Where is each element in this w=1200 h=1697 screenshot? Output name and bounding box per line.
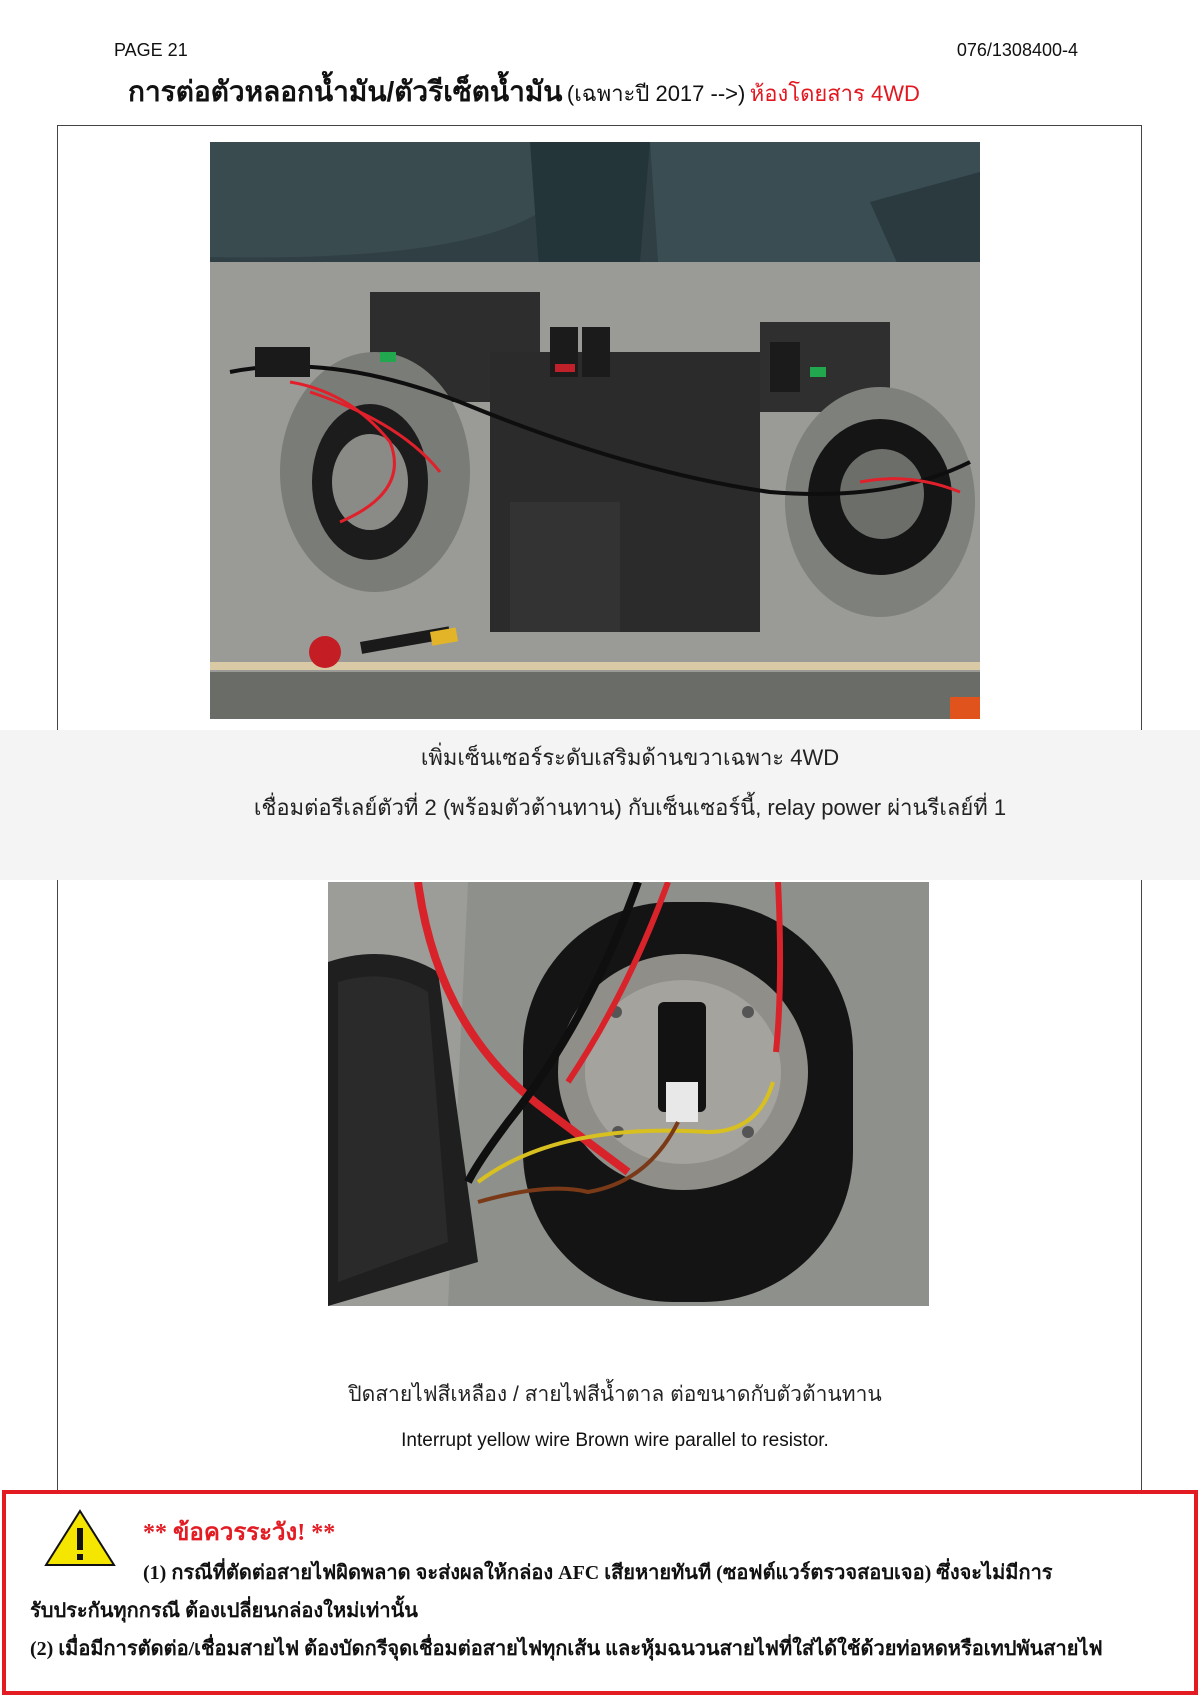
title-highlight: ห้องโดยสาร 4WD [749,81,920,106]
warning-triangle-icon [44,1508,116,1568]
title-main: การต่อตัวหลอกน้ำมัน/ตัวรีเซ็ตน้ำมัน [128,76,563,107]
title-year-note: (เฉพาะปี 2017 -->) [566,81,746,106]
sender-connector-photo [328,882,929,1306]
document-number: 076/1308400-4 [956,40,1078,60]
page-number: PAGE 21 [114,40,188,60]
caption-relay-note: เชื่อมต่อรีเลย์ตัวที่ 2 (พร้อมตัวต้านทาน) กับเซ็นเซอร์นี้, relay power ผ่านรีเลย์ที่ 1 [253,795,1007,820]
caption-right-sensor: เพิ่มเซ็นเซอร์ระดับเสริมด้านขวาเฉพาะ 4WD [420,745,840,770]
warning-line-3: (2) เมื่อมีการตัดต่อ/เชื่อมสายไฟ ต้องบัดกรีจุดเชื่อมต่อสายไฟทุกเส้น และหุ้มฉนวนสายไฟที่ใส่ได้ใช้ด้วยท่อหดหรือเทปพันสายไฟ [30,1638,1103,1660]
caption-wire-en: Interrupt yellow wire Brown wire parallel to resistor. [401,1430,829,1451]
warning-line-1: (1) กรณีที่ตัดต่อสายไฟผิดพลาด จะส่งผลให้กล่อง AFC เสียหายทันที (ซอฟต์แวร์ตรวจสอบเจอ) ซึ่งจะไม่มีการ [143,1562,1053,1584]
warning-line-2: รับประกันทุกกรณี ต้องเปลี่ยนกล่องใหม่เท่านั้น [30,1600,418,1622]
page-title [128,70,920,114]
caption-wire-th: ปิดสายไฟสีเหลือง / สายไฟสีน้ำตาล ต่อขนาดกับตัวต้านทาน [348,1383,882,1406]
cabin-floor-photo [210,142,980,719]
warning-title: ** ข้อควรระวัง! ** [143,1520,336,1546]
